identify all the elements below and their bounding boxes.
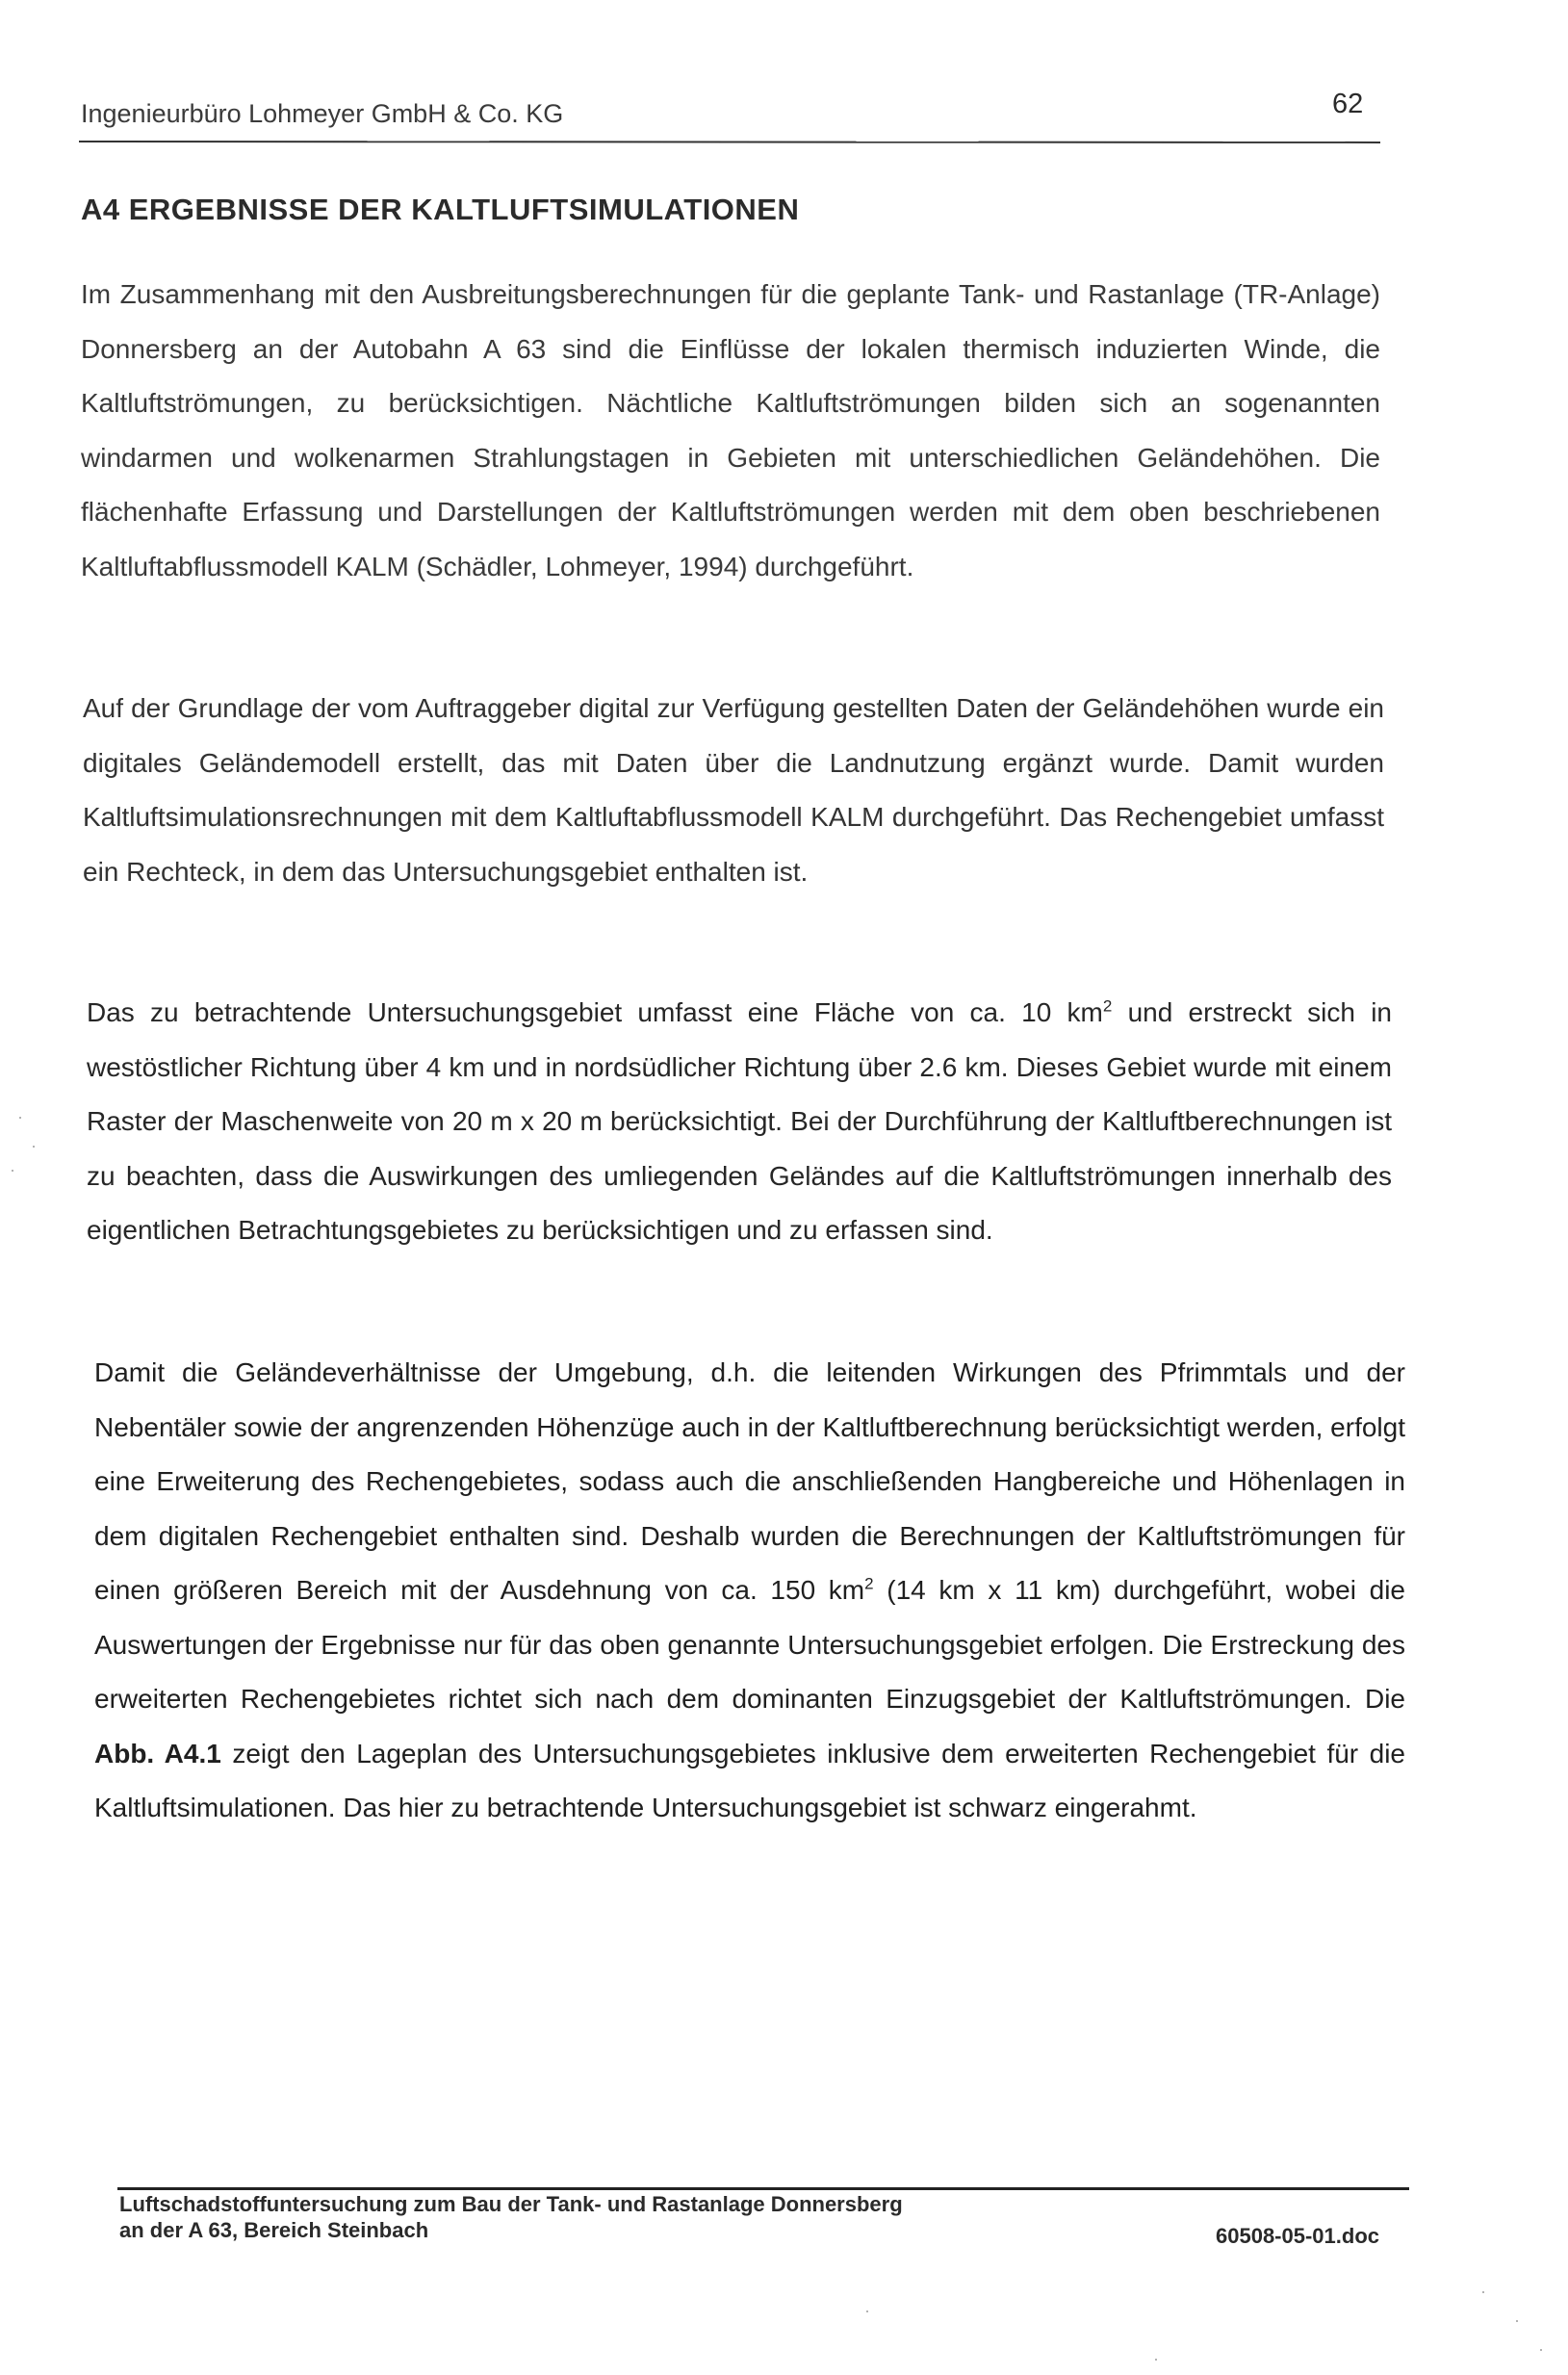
paragraph-4-text-b: (14 km x 11 km) durchgeführt, wobei die Auswertungen der Ergebnisse nur für das oben genannte Untersuchungsgebiet erfolgen. Die Erstreckung des erweiterten Rechengebietes richtet sich nach dem dominanten Einzugsgebiet der Kaltluftströmungen. Die: [94, 1575, 1405, 1714]
paragraph-3-text-a: Das zu betrachtende Untersuchungsgebiet umfasst eine Fläche von ca. 10 km: [87, 997, 1103, 1027]
paragraph-2: Auf der Grundlage der vom Auftraggeber digital zur Verfügung gestellten Daten der Geländehöhen wurde ein digitales Geländemodell erstellt, das mit Daten über die Landnutzung ergänzt wurde. Damit wurden Kaltluftsimulationsrechnungen mit dem Kaltluftabflussmodell KALM durchgeführt. Das Rechengebiet umfasst ein Rechteck, in dem das Untersuchungsgebiet enthalten ist.: [83, 693, 1384, 887]
superscript-2: 2: [864, 1574, 874, 1593]
header-divider: [79, 141, 1380, 143]
scan-speckle: [1540, 2349, 1542, 2351]
footer-title-line-1: Luftschadstoffuntersuchung zum Bau der Tank- und Rastanlage Donnersberg: [119, 2192, 903, 2216]
page-number: 62: [1332, 89, 1364, 119]
scan-speckle: [1516, 2320, 1518, 2322]
scan-speckle: [19, 1117, 21, 1119]
paragraph-4: [94, 1346, 1405, 1836]
scan-speckle: [12, 1170, 13, 1172]
scan-speckle: [1155, 2359, 1157, 2361]
figure-reference: Abb. A4.1: [94, 1738, 221, 1768]
section-title: A4 ERGEBNISSE DER KALTLUFTSIMULATIONEN: [81, 193, 800, 226]
paragraph-3-text-b: und erstreckt sich in westöstlicher Richtung über 4 km und in nordsüdlicher Richtung über 2.6 km. Dieses Gebiet wurde mit einem Raster der Maschenweite von 20 m x 20 m berücksichtigt. Bei der Durchführung der Kaltluftberechnungen ist zu beachten, dass die Auswirkungen des umliegenden Geländes auf die Kaltluftströmungen innerhalb des eigentlichen Betrachtungsgebietes zu berücksichtigen und zu erfassen sind.: [87, 997, 1392, 1245]
scan-speckle: [866, 2310, 868, 2312]
footer-title-line-2: an der A 63, Bereich Steinbach: [119, 2218, 429, 2242]
footer-divider: [117, 2187, 1409, 2190]
header-company-name: Ingenieurbüro Lohmeyer GmbH & Co. KG: [81, 99, 564, 128]
paragraph-4-text-c: zeigt den Lageplan des Untersuchungsgebietes inklusive dem erweiterten Rechengebiet für die Kaltluftsimulationen. Das hier zu betrachtende Untersuchungsgebiet ist schwarz eingerahmt.: [94, 1738, 1405, 1822]
paragraph-4-text-a: Damit die Geländeverhältnisse der Umgebung, d.h. die leitenden Wirkungen des Pfrimmtals und der Nebentäler sowie der angrenzenden Höhenzüge auch in der Kaltluftberechnung berücksichtigt werden, erfolgt eine Erweiterung des Rechengebietes, sodass auch die anschließenden Hangbereiche und Höhenlagen in dem digitalen Rechengebiet enthalten sind. Deshalb wurden die Berechnungen der Kaltluftströmungen für einen größeren Bereich mit der Ausdehnung von ca. 150 km: [94, 1357, 1405, 1605]
scan-speckle: [33, 1146, 35, 1148]
footer-file-name: 60508-05-01.doc: [1216, 2224, 1379, 2248]
paragraph-1: Im Zusammenhang mit den Ausbreitungsberechnungen für die geplante Tank- und Rastanlage (TR-Anlage) Donnersberg an der Autobahn A 63 sind die Einflüsse der lokalen thermisch induzierten Winde, die Kaltluftströmungen, zu berücksichtigen. Nächtliche Kaltluftströmungen bilden sich an sogenannten windarmen und wolkenarmen Strahlungstagen in Gebieten mit unterschiedlichen Geländehöhen. Die flächenhafte Erfassung und Darstellungen der Kaltluftströmungen werden mit dem oben beschriebenen Kaltluftabflussmodell KALM (Schädler, Lohmeyer, 1994) durchgeführt.: [81, 279, 1380, 581]
scan-speckle: [1482, 2291, 1484, 2293]
paragraph-3: [87, 986, 1392, 1258]
superscript-2: 2: [1102, 996, 1113, 1016]
